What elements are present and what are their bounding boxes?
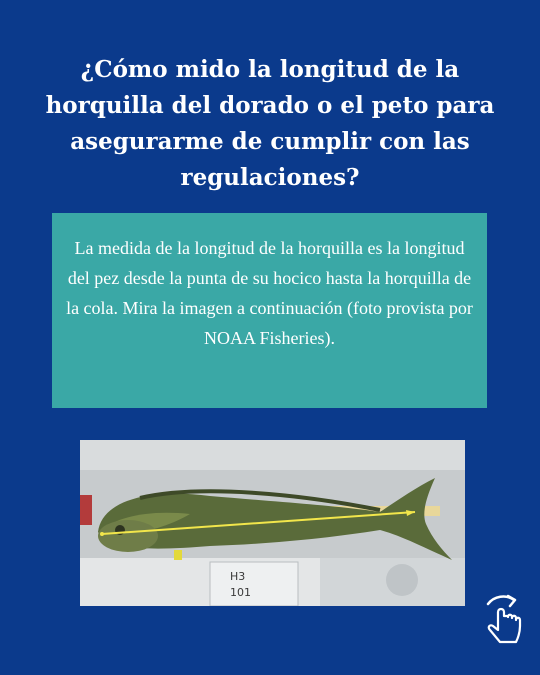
tap-gesture-icon	[482, 592, 526, 646]
photo-label-h3: H3	[230, 570, 246, 583]
answer-text: La medida de la longitud de la horquilla es la longitud del pez desde la punta de su hocico hasta la horquilla de la cola. Mira la imagen a continuación (foto provista por NOAA Fisheries).	[66, 238, 473, 348]
photo-label-101: 101	[230, 586, 251, 599]
answer-box	[52, 213, 487, 408]
fish-photo-illustration	[80, 440, 465, 606]
page-title: ¿Cómo mido la longitud de la horquilla del dorado o el peto para asegurarme de cumplir con las regulaciones?	[45, 56, 495, 191]
fish-measurement-photo	[80, 440, 465, 606]
